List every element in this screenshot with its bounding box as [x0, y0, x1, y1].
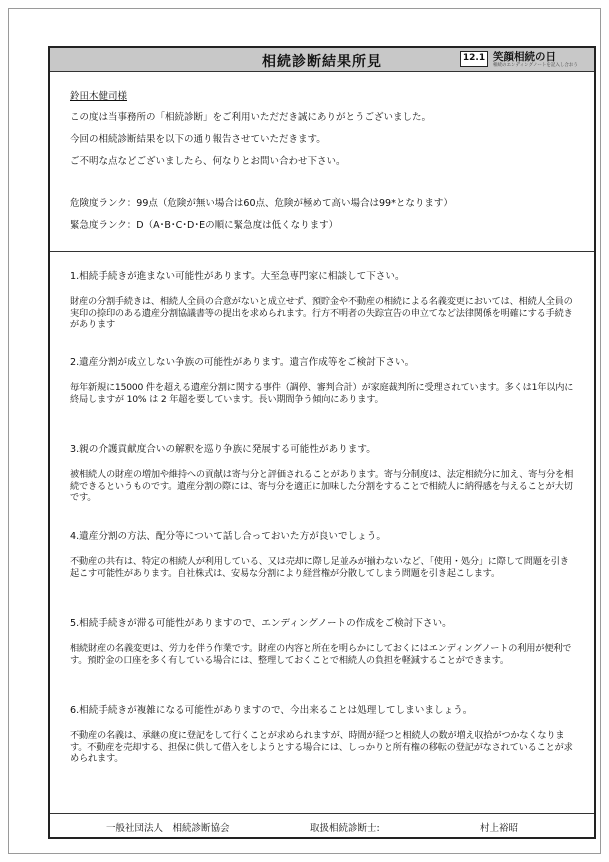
- report-title: 相続診断結果所見: [262, 54, 382, 70]
- urgency-rank: 緊急度ランク：D（A･B･C･D･Eの順に緊急度は低くなります）: [70, 220, 339, 231]
- section-4-text: 不動産の共有は、特定の相続人が利用している、又は売却に際し足並みが揃わないなど、「使用・処分」に際して問題を引き起こす可能性があります。自社株式は、安易な分割により経営権が分散してしまう問題を引き起こします。: [70, 556, 569, 579]
- report-frame: [48, 46, 596, 839]
- intro-line-2: 今回の相続診断結果を以下の通り報告させていただきます。: [70, 134, 326, 145]
- section-2-heading: 2.遺産分割が成立しない争族の可能性があります。遺言作成等をご検討下さい。: [70, 357, 415, 368]
- document-page: [8, 8, 601, 854]
- recipient-name: 鈴田木健司様: [70, 91, 128, 102]
- logo-badge: 12.1: [460, 51, 488, 67]
- section-1-heading: 1.相続手続きが進まない可能性があります。大至急専門家に相談して下さい。: [70, 271, 405, 282]
- risk-rank: 危険度ランク：99点（危険が無い場合は60点、危険が極めて高い場合は99*となります）: [70, 198, 453, 209]
- counselor-label: 取扱相続診断士:: [310, 823, 380, 834]
- counselor-name: 村上裕昭: [480, 823, 519, 834]
- intro-line-1: この度は当事務所の「相続診断」をご利用いただだき誠にありがとうございました。: [70, 112, 432, 123]
- section-4-heading: 4.遺産分割の方法、配分等について話し合っておいた方が良いでしょう。: [70, 531, 386, 542]
- section-6-heading: 6.相続手続きが複雑になる可能性がありますので、今出来ることは処理してしまいましょう。: [70, 705, 473, 716]
- section-3-text: 被相続人の財産の増加や維持への貢献は寄与分と評価されることがあります。寄与分制度は、法定相続分に加え、寄与分を相続できるというものです。遺産分割の際には、寄与分を適正に加味した分割をすることで相続人に納得感を与えることが大切です。: [70, 469, 574, 504]
- section-5-heading: 5.相続手続きが滞る可能性がありますので、エンディングノートの作成をご検討下さい。: [70, 618, 452, 629]
- report-header: [50, 48, 594, 72]
- intro-section: [50, 72, 594, 252]
- section-6-text: 不動産の名義は、承継の度に登記をして行くことが求められますが、時間が経つと相続人の数が増え収拾がつかなくなります。不動産を売却する、担保に供して借入をしようとする場合には、しっかりと所有権の移転の登記がなされていることが求められます。: [70, 730, 573, 765]
- smile-inheritance-day-logo: [460, 50, 588, 69]
- logo-text: 笑顔相続の日: [493, 51, 556, 63]
- section-5-text: 相続財産の名義変更は、労力を伴う作業です。財産の内容と所在を明らかにしておくにはエンディングノートの利用が便利です。預貯金の口座を多く有している場合には、整理しておくことで相続人の負担を軽減することができます。: [70, 643, 572, 666]
- intro-line-3: ご不明な点などございましたら、何なりとお問い合わせ下さい。: [70, 156, 346, 167]
- section-3-heading: 3.親の介護貢献度合いの解釈を巡り争族に発展する可能性があります。: [70, 444, 376, 455]
- logo-subtext: 相続のエンディングノートを記入し合おう: [493, 63, 578, 68]
- section-2-text: 毎年新規に15000 件を超える遺産分割に関する事件（調停、審判合計）が家庭裁判所に受理されています。多くは1年以内に終局しますが 10% は 2 年超を要しています。長い期間争う傾向にあります。: [70, 382, 574, 405]
- section-1-text: 財産の分割手続きは、相続人全員の合意がないと成立せず、預貯金や不動産の相続による名義変更においては、相続人全員の実印の捺印のある遺産分割協議書等の提出を求められます。行方不明者の失踪宣告の申立てなど法律関係を明確にする手続きがあります: [70, 296, 573, 331]
- association-name: 一般社団法人 相続診断協会: [106, 823, 230, 834]
- report-footer: [50, 813, 594, 837]
